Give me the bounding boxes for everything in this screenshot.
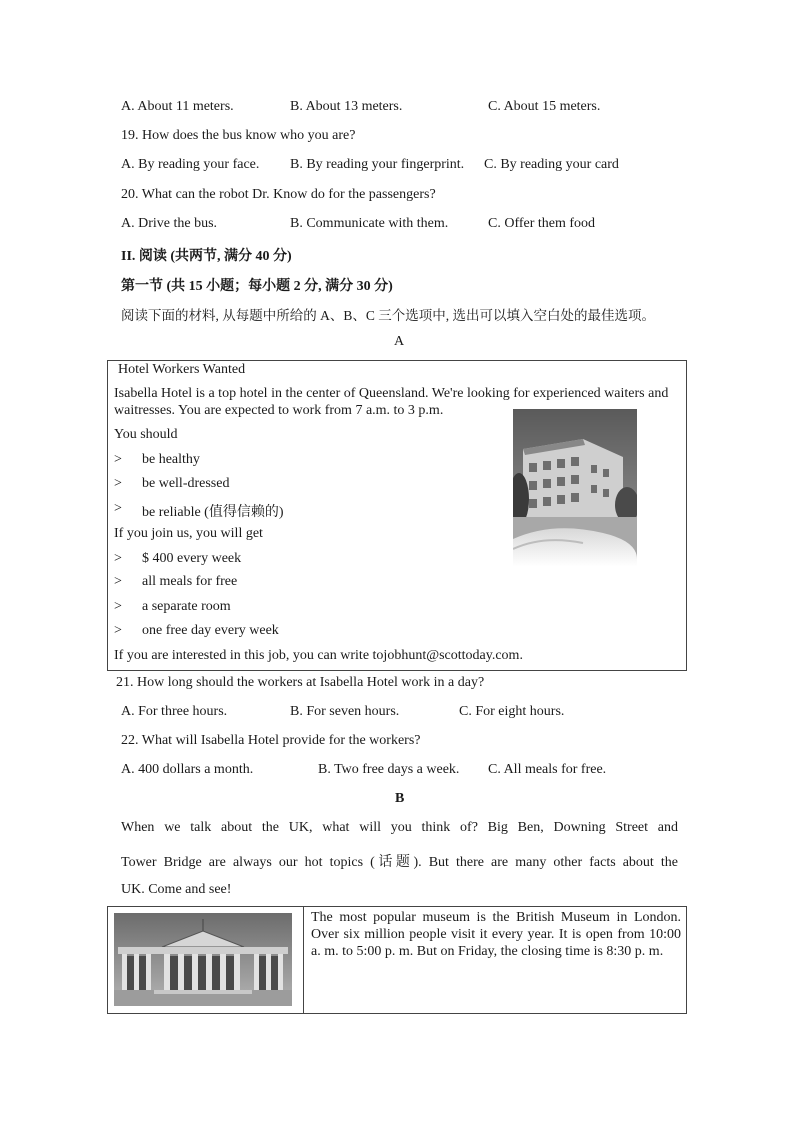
passage-b-intro-line1: When we talk about the UK, what will you think of? Big Ben, Downing Street and <box>121 820 678 835</box>
q18-option-c: C. About 15 meters. <box>488 99 601 114</box>
q22-option-a: A. 400 dollars a month. <box>121 762 254 777</box>
bullet-icon: > <box>114 476 122 491</box>
museum-text-line2: Over six million people visit it every year. It is open from 10:00 <box>311 927 681 942</box>
museum-photo <box>114 913 292 1006</box>
you-should-label: You should <box>114 427 178 442</box>
contact-line: If you are interested in this job, you can write tojobhunt@scottoday.com. <box>114 648 523 663</box>
bullet-icon: > <box>114 452 122 467</box>
bullet-icon: > <box>114 551 122 566</box>
part1-heading: 第一节 (共 15 小题；每小题 2 分, 满分 30 分) <box>121 279 393 294</box>
bullet-icon: > <box>114 501 122 516</box>
section-heading: II. 阅读 (共两节, 满分 40 分) <box>121 249 292 264</box>
q18-option-a: A. About 11 meters. <box>121 99 234 114</box>
q22-option-c: C. All meals for free. <box>488 762 607 777</box>
should-item: be healthy <box>142 452 200 467</box>
q18-option-b: B. About 13 meters. <box>290 99 403 114</box>
q21-option-a: A. For three hours. <box>121 704 228 719</box>
passage-b-label: B <box>395 791 405 806</box>
q20-option-b: B. Communicate with them. <box>290 216 449 231</box>
passage-a-label: A <box>394 334 405 349</box>
passage-b-intro-line2: Tower Bridge are always our hot topics (话题). But there are many other facts about the <box>121 855 678 870</box>
passage-b-intro-line3: UK. Come and see! <box>121 882 232 897</box>
bullet-icon: > <box>114 623 122 638</box>
hotel-photo <box>513 409 637 567</box>
ad-intro-line2: waitresses. You are expected to work from 7 a.m. to 3 p.m. <box>114 403 444 418</box>
q19-option-b: B. By reading your fingerprint. <box>290 157 465 172</box>
hotel-ad-box <box>107 360 687 671</box>
instruction-text: 阅读下面的材料, 从每题中所给的 A、B、C 三个选项中, 选出可以填入空白处的最佳选项。 <box>121 308 656 323</box>
q19-question: 19. How does the bus know who you are? <box>121 128 356 143</box>
museum-text-line3: a. m. to 5:00 p. m. But on Friday, the closing time is 8:30 p. m. <box>311 944 664 959</box>
ad-intro-line1: Isabella Hotel is a top hotel in the center of Queensland. We're looking for experienced waiters and <box>114 386 669 401</box>
ad-title: Hotel Workers Wanted <box>118 362 246 377</box>
benefit-item: $ 400 every week <box>142 551 242 566</box>
bullet-icon: > <box>114 574 122 589</box>
benefit-item: all meals for free <box>142 574 238 589</box>
q20-question: 20. What can the robot Dr. Know do for the passengers? <box>121 187 436 202</box>
benefit-item: one free day every week <box>142 623 279 638</box>
museum-text-line1: The most popular museum is the British Museum in London. <box>311 910 681 925</box>
bullet-icon: > <box>114 599 122 614</box>
q22-option-b: B. Two free days a week. <box>318 762 460 777</box>
q19-option-a: A. By reading your face. <box>121 157 260 172</box>
table-divider <box>303 907 304 1013</box>
museum-table <box>107 906 687 1014</box>
q21-option-c: C. For eight hours. <box>459 704 565 719</box>
q21-question: 21. How long should the workers at Isabella Hotel work in a day? <box>116 675 485 690</box>
q19-option-c: C. By reading your card <box>484 157 619 172</box>
q20-option-c: C. Offer them food <box>488 216 596 231</box>
benefit-item: a separate room <box>142 599 231 614</box>
should-item: be reliable (值得信赖的) <box>142 505 284 520</box>
q20-option-a: A. Drive the bus. <box>121 216 218 231</box>
if-join-label: If you join us, you will get <box>114 526 263 541</box>
should-item: be well-dressed <box>142 476 230 491</box>
q21-option-b: B. For seven hours. <box>290 704 400 719</box>
q22-question: 22. What will Isabella Hotel provide for the workers? <box>121 733 421 748</box>
